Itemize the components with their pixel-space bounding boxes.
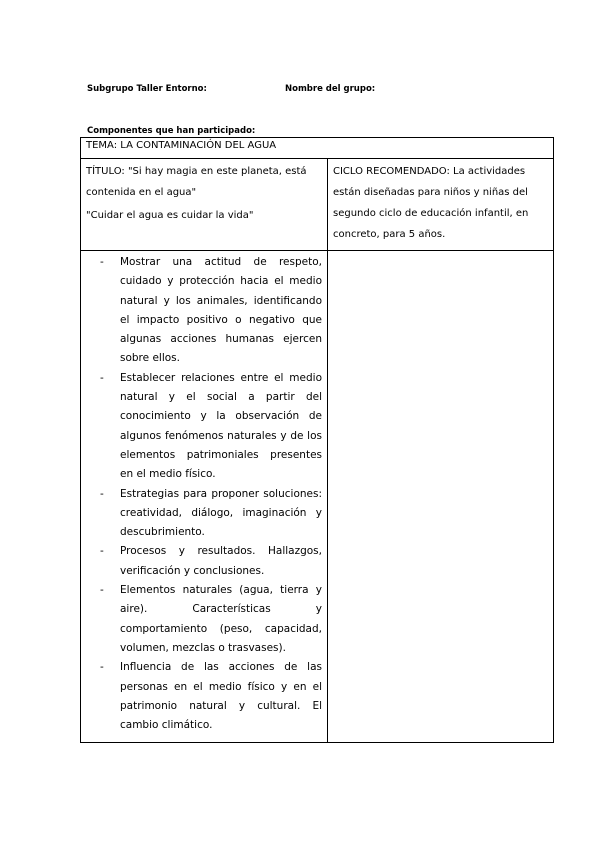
- activity-table: [80, 137, 554, 743]
- objetivos-row: [81, 251, 554, 743]
- list-item: [86, 581, 322, 658]
- empty-cell: [328, 251, 554, 743]
- tema-row: [81, 138, 554, 159]
- bullet-dash: -: [100, 371, 104, 384]
- lema-text: "Cuidar el agua es cuidar la vida": [86, 210, 254, 221]
- componentes-label: Componentes que han participado:: [87, 126, 256, 136]
- titulo-row: [81, 159, 554, 251]
- list-item: [86, 542, 322, 581]
- list-item: [86, 253, 322, 369]
- objetivo-text: Estrategias para proponer soluciones: creatividad, diálogo, imaginación y descubrimiento.: [120, 487, 322, 539]
- list-item: [86, 485, 322, 543]
- objetivos-list: [86, 253, 322, 735]
- nombre-grupo-label: Nombre del grupo:: [285, 84, 376, 94]
- tema-cell: TEMA: LA CONTAMINACIÓN DEL AGUA: [81, 138, 554, 159]
- subgrupo-label: Subgrupo Taller Entorno:: [87, 84, 207, 94]
- objetivo-text: Procesos y resultados. Hallazgos, verificación y conclusiones.: [120, 545, 322, 577]
- objetivo-text: Establecer relaciones entre el medio natural y el social a partir del conocimiento y la observación de algunos fenómenos naturales y de los elementos patrimoniales presentes en el medio físico.: [120, 371, 322, 481]
- bullet-dash: -: [100, 661, 104, 674]
- bullet-dash: -: [100, 584, 104, 597]
- objetivos-cell: [81, 251, 328, 743]
- ciclo-cell: [328, 159, 554, 251]
- bullet-dash: -: [100, 545, 104, 558]
- titulo-cell: [81, 159, 328, 251]
- objetivo-text: Influencia de las acciones de las personas en el medio físico y en el patrimonio natural y cultural. El cambio climático.: [120, 661, 322, 732]
- titulo-text: TÍTULO: "Si hay magia en este planeta, está contenida en el agua": [86, 166, 307, 198]
- objetivo-text: Mostrar una actitud de respeto, cuidado y protección hacia el medio natural y los animales, identificando el impacto positivo o negativo que algunas acciones humanas ejercen sobre ellos.: [120, 256, 322, 365]
- bullet-dash: -: [100, 487, 104, 500]
- bullet-dash: -: [100, 256, 104, 268]
- ciclo-text: CICLO RECOMENDADO: La actividades están diseñadas para niños y niñas del segundo ciclo de educación infantil, en concreto, para 5 años.: [333, 166, 529, 240]
- list-item: [86, 658, 322, 735]
- list-item: [86, 369, 322, 485]
- objetivo-text: Elementos naturales (agua, tierra y aire). Características y comportamiento (peso, capacidad, volumen, mezclas o trasvases).: [120, 584, 322, 654]
